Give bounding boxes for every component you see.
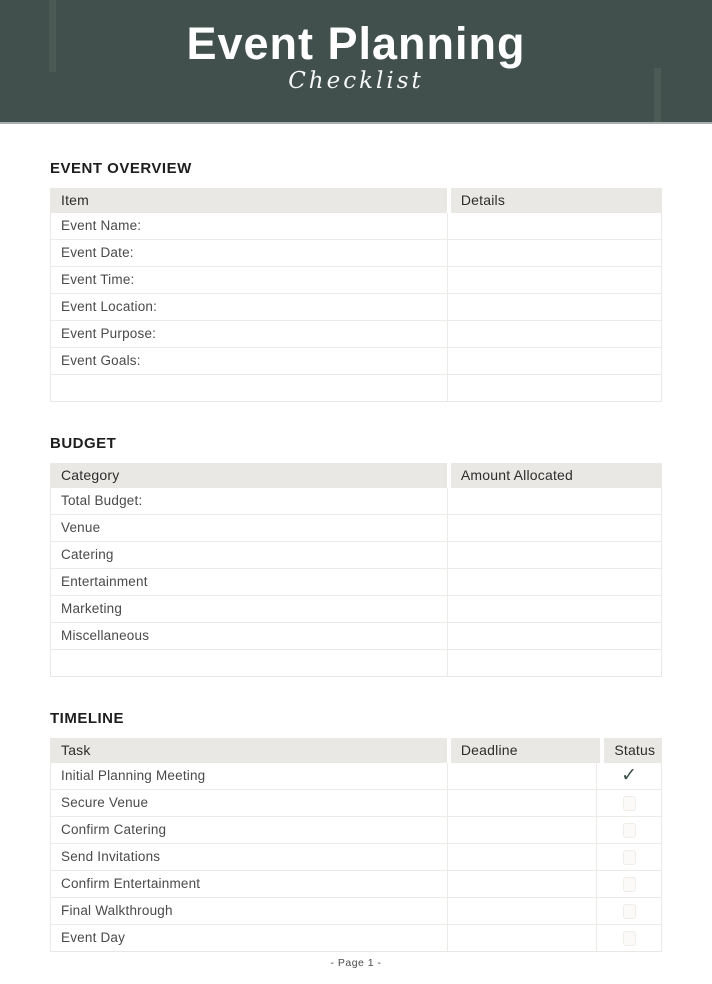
table-row xyxy=(51,650,661,676)
fill-in-cell[interactable] xyxy=(447,650,661,676)
item-label: Entertainment xyxy=(61,574,148,589)
table-row xyxy=(51,817,661,844)
status-checkbox[interactable] xyxy=(623,823,636,838)
event-overview-col-header: Item xyxy=(51,188,447,213)
task-label: Secure Venue xyxy=(61,795,149,810)
budget-heading: BUDGET xyxy=(50,435,117,452)
table-row xyxy=(51,375,661,401)
task-label: Final Walkthrough xyxy=(61,903,173,918)
status-cell xyxy=(596,925,661,951)
deadline-cell[interactable] xyxy=(447,925,596,951)
table-row xyxy=(51,596,661,623)
task-label: Event Day xyxy=(61,930,126,945)
table-row xyxy=(51,515,661,542)
item-label: Event Purpose: xyxy=(61,326,157,341)
fill-in-cell[interactable] xyxy=(447,596,661,622)
task-label: Confirm Entertainment xyxy=(61,876,201,891)
event-overview-table xyxy=(50,188,662,402)
item-label: Event Time: xyxy=(61,272,135,287)
status-cell xyxy=(596,763,661,789)
task-label: Initial Planning Meeting xyxy=(61,768,206,783)
table-row xyxy=(51,267,661,294)
document-title: Event Planning xyxy=(186,18,526,69)
item-label: Event Goals: xyxy=(61,353,141,368)
table-row xyxy=(51,790,661,817)
document-subtitle: Checklist xyxy=(288,68,424,95)
item-label xyxy=(51,375,447,401)
table-row xyxy=(51,844,661,871)
table-row xyxy=(51,925,661,951)
deadline-cell[interactable] xyxy=(447,898,596,924)
status-checkbox[interactable] xyxy=(623,931,636,946)
item-label: Total Budget: xyxy=(61,493,143,508)
budget-col-header: Amount Allocated xyxy=(451,463,661,488)
table-row xyxy=(51,569,661,596)
header-banner xyxy=(0,0,712,124)
timeline-heading: TIMELINE xyxy=(50,710,124,727)
fill-in-cell[interactable] xyxy=(447,267,661,293)
item-label: Event Location: xyxy=(61,299,158,314)
deadline-cell[interactable] xyxy=(447,844,596,870)
banner-accent-stripe-right xyxy=(654,68,661,122)
status-checkbox[interactable] xyxy=(623,904,636,919)
status-cell xyxy=(596,871,661,897)
table-row xyxy=(51,213,661,240)
fill-in-cell[interactable] xyxy=(447,623,661,649)
deadline-cell[interactable] xyxy=(447,817,596,843)
fill-in-cell[interactable] xyxy=(447,542,661,568)
page-number-label: - Page 1 - xyxy=(330,957,382,969)
section-budget xyxy=(50,435,662,677)
budget-col-header: Category xyxy=(51,463,447,488)
item-label: Event Date: xyxy=(61,245,134,260)
event-overview-header-row xyxy=(51,188,661,213)
deadline-cell[interactable] xyxy=(447,790,596,816)
banner-accent-stripe-left xyxy=(49,0,56,72)
status-cell xyxy=(596,844,661,870)
table-row xyxy=(51,294,661,321)
task-label: Confirm Catering xyxy=(61,822,167,837)
timeline-col-header: Status xyxy=(604,738,661,763)
fill-in-cell[interactable] xyxy=(447,488,661,514)
item-label xyxy=(51,650,447,676)
status-checkbox[interactable] xyxy=(623,796,636,811)
status-cell xyxy=(596,898,661,924)
document-body xyxy=(0,160,712,952)
event-overview-col-header: Details xyxy=(451,188,661,213)
fill-in-cell[interactable] xyxy=(447,294,661,320)
deadline-cell[interactable] xyxy=(447,763,596,789)
budget-table xyxy=(50,463,662,677)
table-row xyxy=(51,240,661,267)
fill-in-cell[interactable] xyxy=(447,569,661,595)
table-row xyxy=(51,763,661,790)
item-label: Miscellaneous xyxy=(61,628,150,643)
timeline-header-row xyxy=(51,738,661,763)
budget-header-row xyxy=(51,463,661,488)
section-timeline xyxy=(50,710,662,952)
timeline-col-header: Deadline xyxy=(451,738,600,763)
deadline-cell[interactable] xyxy=(447,871,596,897)
timeline-table xyxy=(50,738,662,952)
table-row xyxy=(51,488,661,515)
status-checkbox[interactable] xyxy=(623,877,636,892)
table-row xyxy=(51,542,661,569)
event-overview-heading: EVENT OVERVIEW xyxy=(50,160,192,177)
item-label: Marketing xyxy=(61,601,123,616)
checkmark-icon[interactable]: ✓ xyxy=(621,764,638,786)
page-footer xyxy=(0,953,712,971)
item-label: Event Name: xyxy=(61,218,142,233)
timeline-col-header: Task xyxy=(51,738,447,763)
table-row xyxy=(51,348,661,375)
item-label: Catering xyxy=(61,547,114,562)
status-cell xyxy=(596,817,661,843)
table-row xyxy=(51,623,661,650)
status-checkbox[interactable] xyxy=(623,850,636,865)
table-row xyxy=(51,898,661,925)
fill-in-cell[interactable] xyxy=(447,515,661,541)
table-row xyxy=(51,321,661,348)
status-cell xyxy=(596,790,661,816)
fill-in-cell[interactable] xyxy=(447,321,661,347)
fill-in-cell[interactable] xyxy=(447,348,661,374)
fill-in-cell[interactable] xyxy=(447,375,661,401)
fill-in-cell[interactable] xyxy=(447,240,661,266)
task-label: Send Invitations xyxy=(61,849,161,864)
item-label: Venue xyxy=(61,520,101,535)
fill-in-cell[interactable] xyxy=(447,213,661,239)
table-row xyxy=(51,871,661,898)
section-event-overview xyxy=(50,160,662,402)
